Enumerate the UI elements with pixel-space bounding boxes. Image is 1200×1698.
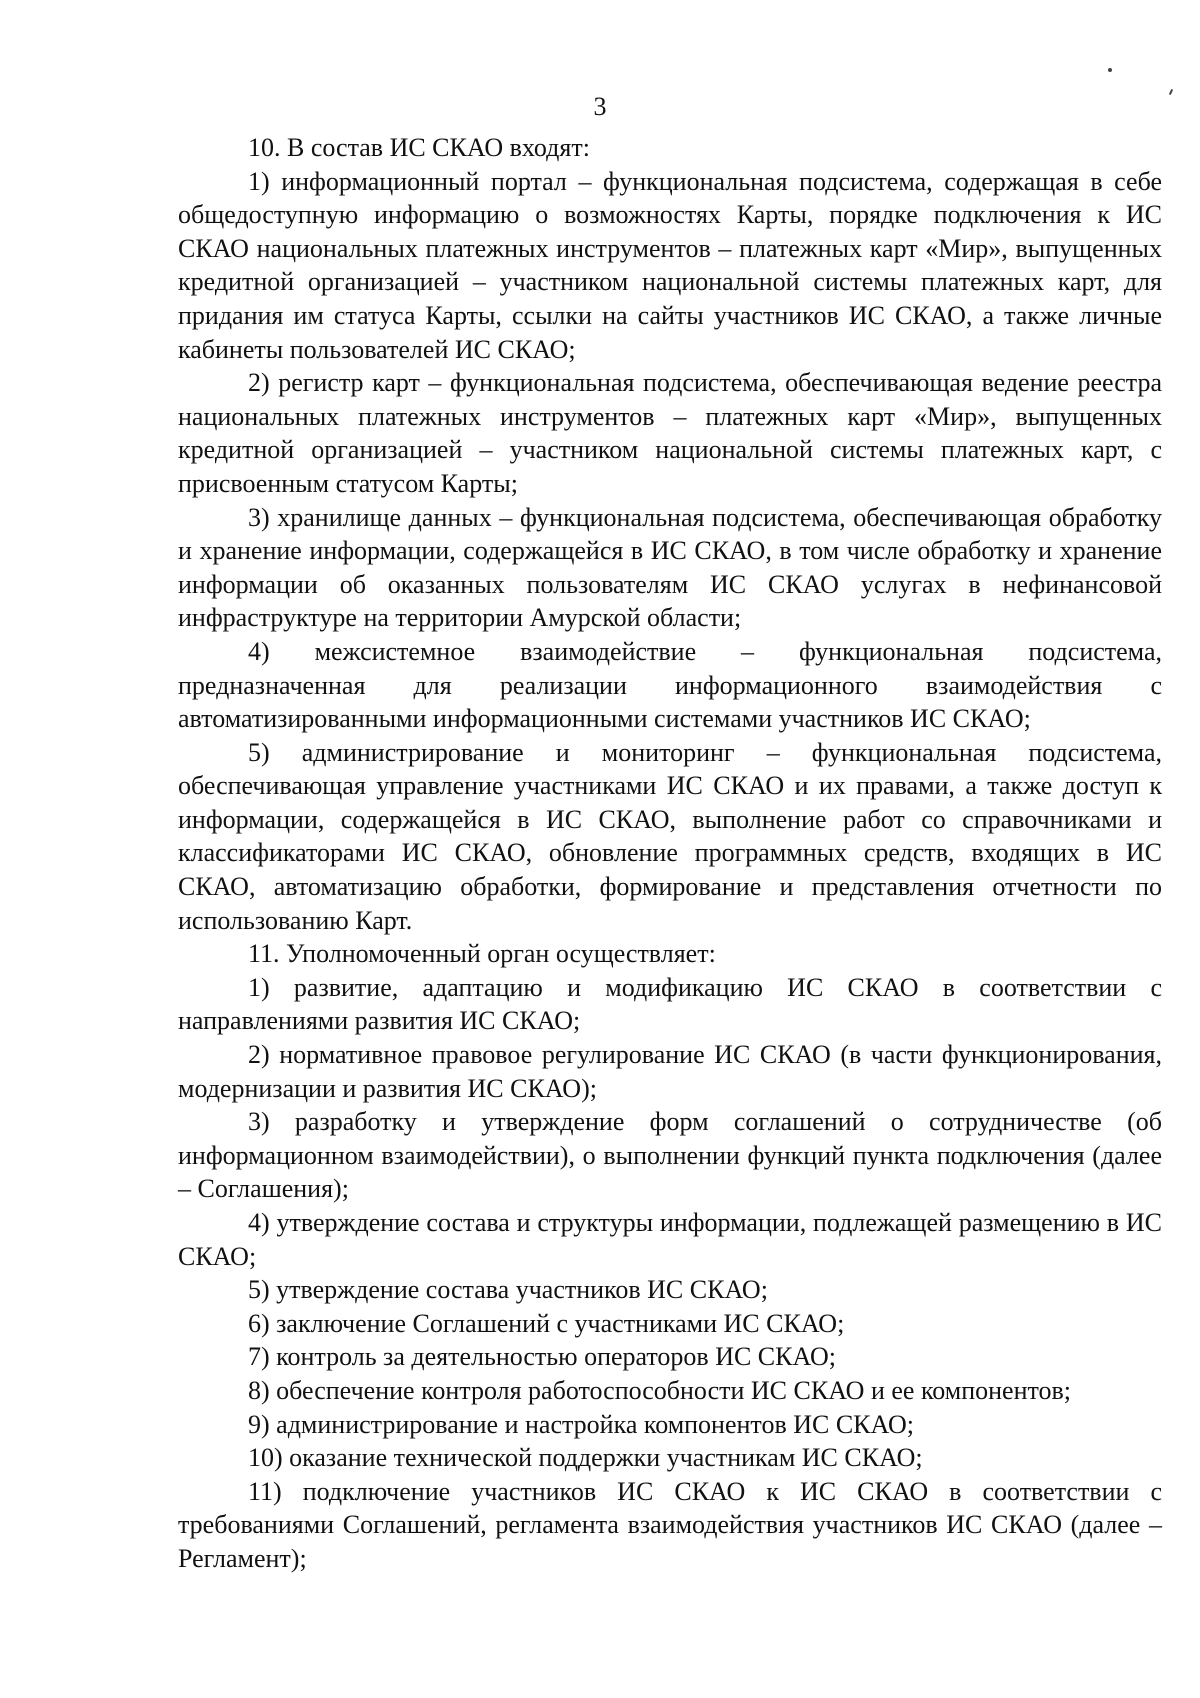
- paragraph-11-heading: 11. Уполномоченный орган осуществляет:: [248, 939, 716, 969]
- paragraph-10-item-4: 4) межсистемное взаимодействие – функциональная подсистема, предназначенная для реализации информационного взаимодействия с автоматизированными информационными системами участников ИС СКАО;: [178, 636, 1162, 734]
- paragraph-11-item-7: 7) контроль за деятельностью операторов ИС СКАО;: [248, 1342, 836, 1372]
- page-number: 3: [593, 92, 607, 121]
- paragraph-10-item-1: 1) информационный портал – функциональная подсистема, содержащая в себе общедоступную информацию о возможностях Карты, порядке подключения к ИС СКАО национальных платежных инструментов – платежных карт «Мир», выпущенных кредитной организацией – участником национальной системы платежных карт, для придания им статуса Карты, ссылки на сайты участников ИС СКАО, а также личные кабинеты пользователей ИС СКАО;: [178, 166, 1162, 364]
- paragraph-10-item-3: 3) хранилище данных – функциональная подсистема, обеспечивающая обработку и хранение информации, содержащейся в ИС СКАО, в том числе обработку и хранение информации об оказанных пользователям ИС СКАО услугах в нефинансовой инфраструктуре на территории Амурской области;: [178, 502, 1162, 633]
- paragraph-11-item-8: 8) обеспечение контроля работоспособности ИС СКАО и ее компонентов;: [248, 1375, 1072, 1405]
- paragraph-11-item-3: 3) разработку и утверждение форм соглашений о сотрудничестве (об информационном взаимодействии), о выполнении функций пункта подключения (далее – Соглашения);: [178, 1107, 1162, 1204]
- scan-speck: [1108, 68, 1112, 72]
- paragraph-11-item-10: 10) оказание технической поддержки участникам ИС СКАО;: [248, 1443, 923, 1473]
- paragraph-11-item-9: 9) администрирование и настройка компонентов ИС СКАО;: [248, 1409, 915, 1439]
- paragraph-11-item-4: 4) утверждение состава и структуры информации, подлежащей размещению в ИС СКАО;: [178, 1208, 1162, 1271]
- paragraph-11-item-1: 1) развитие, адаптацию и модификацию ИС СКАО в соответствии с направлениями развития ИС СКАО;: [178, 972, 1162, 1036]
- paragraph-11-item-6: 6) заключение Соглашений с участниками ИС СКАО;: [248, 1308, 845, 1338]
- paragraph-10-item-2: 2) регистр карт – функциональная подсистема, обеспечивающая ведение реестра национальных платежных инструментов – платежных карт «Мир», выпущенных кредитной организацией – участником национальной системы платежных карт, с присвоенным статусом Карты;: [178, 368, 1162, 498]
- paragraph-10-heading: 10. В состав ИС СКАО входят:: [248, 133, 590, 162]
- paragraph-11-item-5: 5) утверждение состава участников ИС СКАО;: [248, 1275, 768, 1305]
- paragraph-11-item-11: 11) подключение участников ИС СКАО к ИС СКАО в соответствии с требованиями Соглашений, регламента взаимодействия участников ИС СКАО (далее – Регламент);: [178, 1476, 1162, 1573]
- paragraph-10-item-5: 5) администрирование и мониторинг – функциональная подсистема, обеспечивающая управление участниками ИС СКАО и их правами, а также доступ к информации, содержащейся в ИС СКАО, выполнение работ со справочниками и классификаторами ИС СКАО, обновление программных средств, входящих в ИС СКАО, автоматизацию обработки, формирование и представления отчетности по использованию Карт.: [178, 737, 1162, 935]
- paragraph-11-item-2: 2) нормативное правовое регулирование ИС СКАО (в части функционирования, модернизации и развития ИС СКАО);: [178, 1040, 1162, 1103]
- document-body: [178, 131, 1162, 1576]
